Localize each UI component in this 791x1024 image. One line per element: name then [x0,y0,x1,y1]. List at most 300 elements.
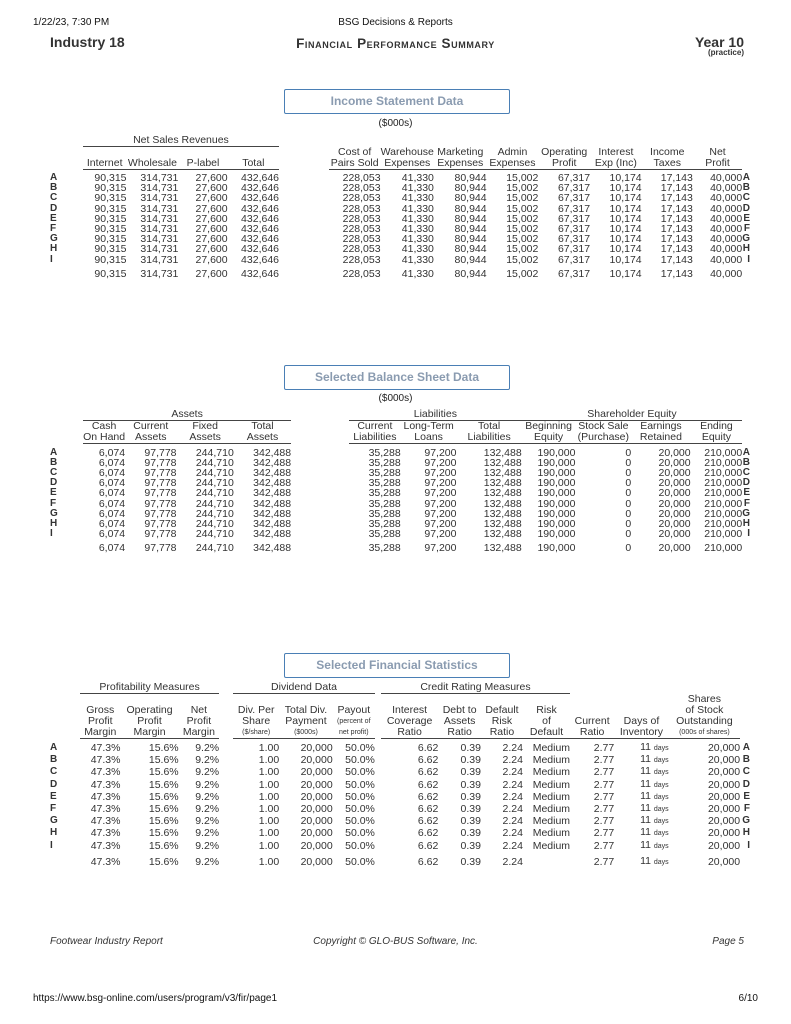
row-label-right: D [742,477,750,489]
income-cell: 432,646 [241,267,280,280]
row-label-right: H [742,517,750,529]
print-url[interactable]: https://www.bsg-online.com/users/program/v3/fir/page1 [33,993,277,1004]
days-unit: days [653,842,669,850]
average-row [50,852,750,868]
income-cell: 80,944 [454,182,487,195]
income-cell: 67,317 [557,267,591,280]
balance-cell: 35,288 [368,456,401,469]
table-row [50,766,750,778]
stats-cell: 2.24 [502,803,523,816]
income-cell: 80,944 [454,253,487,266]
income-col-header: Wholesale [127,147,179,170]
income-cell: 41,330 [401,192,434,205]
income-cell: 314,731 [140,192,179,205]
stats-col-header: Net Profit Margin [179,694,219,739]
balance-cell: 0 [625,542,632,555]
balance-cell: 190,000 [537,542,576,555]
income-cell: 41,330 [401,223,434,236]
row-label: D [50,778,58,790]
stats-cell: 15.6% [148,803,179,816]
balance-cell: 35,288 [368,477,401,490]
income-cell: 27,600 [195,182,228,195]
income-cell: 67,317 [557,233,591,246]
stats-col-header: Operating Profit Margin [120,694,178,739]
row-label-right: C [742,192,750,204]
income-cell: 432,646 [241,233,280,246]
balance-cell: 132,488 [483,528,522,541]
stats-cell: 15.6% [148,790,179,803]
balance-cell: 210,000 [704,497,743,510]
row-label-right: H [742,243,750,255]
income-cell: 80,944 [454,243,487,256]
income-cell: 17,143 [660,172,693,184]
average-row [50,265,750,279]
balance-cell: 35,288 [368,542,401,555]
row-label: C [50,192,58,204]
income-col-header: Income Taxes [642,147,693,170]
balance-cell: 6,074 [98,456,126,469]
row-label-right: E [743,212,750,224]
balance-cell: 132,488 [483,507,522,520]
balance-cell: 190,000 [537,466,576,479]
balance-cell: 35,288 [368,487,401,500]
balance-cell: 97,778 [144,466,177,479]
stats-cell: 20,000 [300,766,333,779]
row-label: D [50,477,58,489]
income-cell: 80,944 [454,202,487,215]
row-label: E [50,487,57,499]
print-datetime: 1/22/23, 7:30 PM [33,17,110,28]
stats-cell: 2.24 [502,790,523,803]
row-label: E [50,212,57,224]
row-label-right: I [747,253,750,265]
stats-cell: 15.6% [148,754,179,767]
balance-cell: 210,000 [704,528,743,541]
balance-cell: 6,074 [98,487,126,500]
stats-cell: 20,000 [300,742,333,754]
balance-sheet-table [50,409,750,554]
balance-cell: 97,778 [144,446,177,459]
income-cell: 228,053 [342,202,381,215]
average-row [50,539,750,553]
stats-cell: 15.6% [148,766,179,779]
income-col-header: Total [228,147,279,170]
balance-cell: 342,488 [253,517,292,530]
stats-cell: 20,000 [707,778,741,791]
row-label: C [50,466,58,478]
income-cell: 17,143 [660,212,693,225]
stats-col-header: Gross Profit Margin [80,694,120,739]
income-cell: 27,600 [195,223,228,236]
balance-col-header: Total Assets [234,421,291,444]
income-cell: 314,731 [140,202,179,215]
row-label-right: F [743,497,750,509]
stats-cell: 47.3% [90,815,121,828]
stats-col-header: Default Risk Ratio [481,694,523,739]
liabilities-group-header: Liabilities [349,409,522,421]
row-label: F [50,497,57,509]
income-cell: 15,002 [506,253,539,266]
income-cell: 314,731 [140,223,179,236]
stats-cell: 2.77 [593,839,615,852]
income-cell: 228,053 [342,223,381,236]
balance-cell: 97,778 [144,487,177,500]
stats-cell: 1.00 [258,855,280,868]
income-cell: 67,317 [557,192,591,205]
row-label-right: B [742,754,750,766]
balance-cell: 97,778 [144,477,177,490]
stats-cell: 20,000 [707,855,741,868]
days-unit: days [653,818,669,826]
stats-col-header: Debt to Assets Ratio [438,694,481,739]
stats-cell: 2.77 [593,778,615,791]
balance-cell: 97,200 [424,487,457,500]
stats-cell: 47.3% [90,742,121,754]
row-label-right: F [743,803,750,815]
stats-cell: 2.77 [593,742,615,754]
income-cell: 17,143 [660,253,693,266]
stats-cell: 2.77 [593,766,615,779]
income-cell: 40,000 [710,233,743,246]
stats-cell: 2.77 [593,790,615,803]
income-cell: 228,053 [342,253,381,266]
table-row [50,779,750,791]
stats-col-header: Risk of Default [523,694,570,739]
stats-cell: 1.00 [258,803,280,816]
income-statement-table [50,135,750,279]
stats-cell: 20,000 [707,803,741,816]
income-cell: 314,731 [140,243,179,256]
balance-cell: 35,288 [368,507,401,520]
income-cell: 15,002 [506,223,539,236]
stats-cell: 11 days [640,789,669,802]
income-cell: 27,600 [195,243,228,256]
stats-cell: 6.62 [417,754,439,767]
stats-cell: 47.3% [90,855,121,868]
row-label-right: D [742,202,750,214]
balance-cell: 20,000 [658,507,691,520]
balance-col-header: Total Liabilities [457,421,522,444]
row-label: B [50,182,58,194]
stats-cell: 0.39 [460,803,481,816]
income-cell: 15,002 [506,182,539,195]
stats-cell: 20,000 [707,827,741,840]
balance-cell: 97,778 [144,456,177,469]
footer-page-number: Page 5 [712,936,744,947]
balance-cell: 190,000 [537,456,576,469]
balance-cell: 0 [625,446,632,459]
row-label: E [50,790,57,802]
stats-cell: 15.6% [148,742,179,754]
stats-cell: 50.0% [345,855,375,868]
stats-cell: 11 days [640,826,669,839]
balance-col-header: Cash On Hand [83,420,126,443]
income-cell: 432,646 [241,223,280,236]
practice-label: (practice) [707,48,744,57]
income-cell: 228,053 [342,182,381,195]
income-cell: 80,944 [454,223,487,236]
income-cell: 40,000 [710,223,743,236]
stats-cell: 9.2% [195,766,220,779]
income-cell: 432,646 [241,243,280,256]
income-cell: 10,174 [609,202,642,215]
income-cell: 17,143 [660,223,693,236]
table-row [50,255,750,265]
row-label-right: F [743,223,750,235]
income-cell: 90,315 [94,253,127,266]
stats-cell: 20,000 [300,790,333,803]
stats-cell: 50.0% [345,754,375,767]
row-label: H [50,243,58,255]
income-cell: 41,330 [401,253,434,266]
balance-cell: 244,710 [195,466,234,479]
stats-col-header: Shares of Stock Outstanding (000s of shares) [669,694,740,739]
row-label-right: B [742,456,750,468]
income-section-title: Income Statement Data [284,89,510,114]
credit-group-header: Credit Rating Measures [381,682,570,694]
income-cell: 314,731 [140,253,179,266]
stats-cell: 50.0% [345,815,375,828]
row-label-right: E [743,487,750,499]
stats-col-header: Current Ratio [570,694,614,739]
income-cell: 41,330 [401,182,434,195]
balance-col-header: Current Liabilities [349,421,401,444]
table-row [50,827,750,839]
stats-cell: 0.39 [460,778,481,791]
days-unit: days [653,806,669,814]
income-cell: 40,000 [710,212,743,225]
balance-cell: 342,488 [253,466,292,479]
balance-units: ($000s) [378,393,413,404]
income-cell: 432,646 [241,182,280,195]
income-cell: 432,646 [241,202,280,215]
stats-cell: 20,000 [707,790,741,803]
balance-cell: 97,778 [144,497,177,510]
balance-cell: 0 [625,477,632,490]
balance-cell: 210,000 [704,456,743,469]
stats-cell: 50.0% [345,827,375,840]
stats-cell: 2.24 [502,839,523,852]
balance-cell: 244,710 [195,477,234,490]
stats-cell: Medium [532,778,571,791]
stats-cell: 50.0% [345,803,375,816]
stats-cell: 6.62 [417,839,439,852]
income-col-header: Internet [83,147,127,170]
income-cell: 67,317 [557,253,591,266]
stats-cell: 1.00 [258,742,280,754]
stats-cell: 0.39 [460,827,481,840]
balance-col-header: Current Assets [125,421,176,444]
balance-cell: 97,778 [144,542,177,555]
income-cell: 27,600 [195,202,228,215]
stats-cell: 9.2% [195,754,220,767]
income-cell: 10,174 [609,253,642,266]
balance-col-header: Ending Equity [691,421,743,444]
balance-cell: 342,488 [253,497,292,510]
income-cell: 17,143 [660,192,693,205]
stats-cell: 0.39 [460,855,481,868]
stats-cell: 1.00 [258,827,280,840]
income-cell: 27,600 [195,253,228,266]
income-cell: 41,330 [401,243,434,256]
stats-cell: 11 days [640,765,669,778]
stats-col-header: Days of Inventory [614,694,668,739]
balance-cell: 210,000 [704,507,743,520]
row-label [50,265,83,279]
stats-cell: 47.3% [90,754,121,767]
balance-cell: 244,710 [195,456,234,469]
income-cell: 80,944 [454,267,487,280]
balance-cell: 244,710 [195,517,234,530]
stats-cell: 20,000 [300,803,333,816]
row-label-right: G [742,233,750,245]
income-cell: 432,646 [241,192,280,205]
income-cell: 15,002 [506,202,539,215]
balance-cell: 97,778 [144,517,177,530]
assets-group-header: Assets [83,409,291,421]
stats-cell [523,852,570,868]
stats-cell: 6.62 [417,855,439,868]
balance-cell: 97,778 [144,507,177,520]
stats-cell: 9.2% [195,827,220,840]
balance-cell: 342,488 [253,456,292,469]
stats-cell: 20,000 [300,839,333,852]
balance-cell: 20,000 [658,446,691,459]
stats-cell: 20,000 [300,815,333,828]
row-label: B [50,456,58,468]
income-cell: 67,317 [557,202,591,215]
income-cell: 27,600 [195,172,228,184]
balance-cell: 190,000 [537,477,576,490]
balance-cell: 6,074 [98,477,126,490]
stats-cell: 2.24 [502,742,523,754]
balance-cell: 6,074 [98,497,126,510]
balance-cell: 0 [625,507,632,520]
income-cell: 90,315 [94,243,127,256]
balance-cell: 342,488 [253,507,292,520]
stats-cell: 47.3% [90,766,121,779]
stats-cell: 15.6% [148,778,179,791]
balance-cell: 132,488 [483,456,522,469]
income-cell: 67,317 [557,212,591,225]
income-cell: 67,317 [557,243,591,256]
stats-cell: 11 days [640,838,669,851]
stats-cell: 9.2% [195,855,220,868]
stats-cell: 6.62 [417,778,439,791]
stats-cell: 20,000 [707,839,741,852]
days-unit: days [653,757,669,765]
row-label: H [50,827,58,839]
stats-cell: 1.00 [258,815,280,828]
stats-cell: 50.0% [345,766,375,779]
stats-cell: 15.6% [148,827,179,840]
days-unit: days [653,745,669,752]
stats-cell: Medium [532,742,571,754]
income-cell: 40,000 [710,267,743,280]
days-unit: days [653,858,669,866]
balance-cell: 190,000 [537,528,576,541]
row-label: G [50,507,58,519]
income-cell: 228,053 [342,172,381,184]
stats-cell: 1.00 [258,839,280,852]
income-col-header: Operating Profit [538,147,590,170]
stats-cell: 47.3% [90,803,121,816]
income-cell: 15,002 [506,192,539,205]
days-unit: days [653,793,669,801]
stats-cell: 6.62 [417,827,439,840]
row-label [50,539,83,553]
row-label-right: A [742,742,750,753]
income-col-header: Cost of Pairs Sold [330,145,379,169]
income-cell: 40,000 [710,172,743,184]
income-cell: 40,000 [710,202,743,215]
stats-cell: 1.00 [258,778,280,791]
row-label: I [50,253,53,265]
stats-cell: 2.24 [502,815,523,828]
income-cell: 17,143 [660,202,693,215]
balance-cell: 132,488 [483,477,522,490]
balance-section-title: Selected Balance Sheet Data [284,365,510,390]
income-cell: 10,174 [609,223,642,236]
stats-cell: Medium [532,815,571,828]
stats-cell: 47.3% [90,790,121,803]
income-cell: 40,000 [710,253,743,266]
stats-cell: Medium [532,839,571,852]
row-label: A [50,446,58,458]
income-cell: 314,731 [140,182,179,195]
table-row [50,488,750,498]
stats-cell: 6.62 [417,815,439,828]
balance-cell: 210,000 [704,446,743,459]
row-label-right: A [742,446,750,458]
balance-col-header: Stock Sale (Purchase) [575,421,631,444]
income-cell: 314,731 [140,233,179,246]
income-cell: 15,002 [506,212,539,225]
stats-cell: 6.62 [417,766,439,779]
stats-cell: 9.2% [195,790,220,803]
income-col-header: Interest Exp (Inc) [590,147,642,170]
balance-cell: 132,488 [483,517,522,530]
balance-cell: 20,000 [658,497,691,510]
stats-section-title: Selected Financial Statistics [284,653,510,678]
balance-cell: 190,000 [537,507,576,520]
balance-cell: 97,200 [424,446,457,459]
balance-cell: 35,288 [368,497,401,510]
stats-cell: 50.0% [345,839,375,852]
equity-group-header: Shareholder Equity [522,409,743,421]
stats-cell: 9.2% [195,839,220,852]
income-cell: 314,731 [140,267,179,280]
balance-cell: 244,710 [195,446,234,459]
balance-cell: 97,200 [424,528,457,541]
row-label-right: G [742,815,750,827]
income-cell: 27,600 [195,233,228,246]
stats-cell: Medium [532,754,571,767]
stats-cell: 11 days [640,777,669,790]
income-cell: 41,330 [401,172,434,184]
income-col-header: P-label [178,147,227,170]
stats-cell: 2.77 [593,754,615,767]
income-cell: 40,000 [710,182,743,195]
stats-col-header: Interest Coverage Ratio [381,694,438,739]
stats-cell: 20,000 [707,754,741,767]
footer-copyright: Copyright © GLO-BUS Software, Inc. [313,936,478,947]
income-cell: 10,174 [609,233,642,246]
balance-cell: 97,200 [424,456,457,469]
income-col-header: Marketing Expenses [434,147,487,170]
income-cell: 432,646 [241,212,280,225]
row-label-right: A [742,172,750,183]
